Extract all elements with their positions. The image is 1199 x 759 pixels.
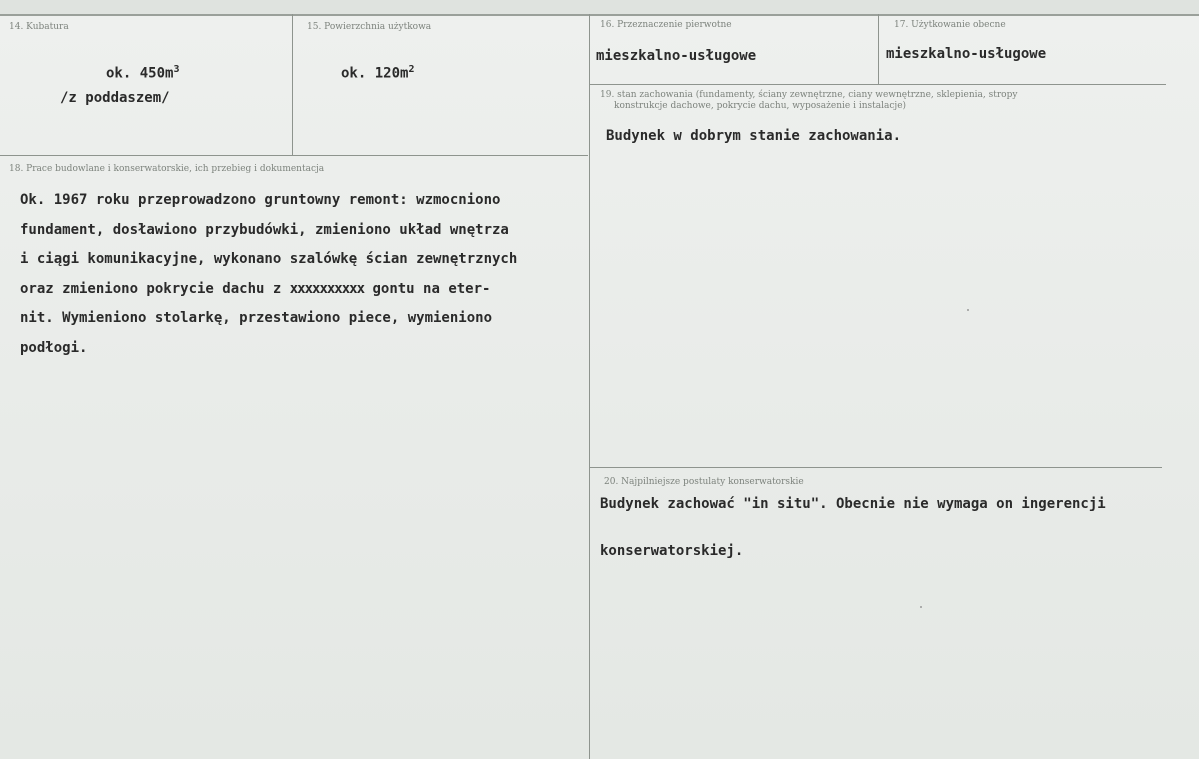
f18-line-3: i ciągi komunikacyjne, wykonano szalówkę ścian zewnętrznych	[20, 251, 518, 267]
col-divider-14-15	[292, 14, 293, 155]
f18-text	[20, 186, 517, 363]
col-divider-main	[589, 14, 590, 759]
f18-line-1: Ok. 1967 roku przeprowadzono gruntowny remont: wzmocniono	[20, 192, 501, 208]
f19-value: Budynek w dobrym stanie zachowania.	[606, 128, 902, 144]
f19-label-line1: 19. stan zachowania (fundamenty, ściany zewnętrzne, ciany wewnętrzne, sklepienia, stropy	[600, 90, 1018, 100]
paper-speck	[920, 606, 922, 608]
f18-line-4-start: oraz zmieniono pokrycie dachu z	[20, 280, 282, 297]
f15-area-value: ok. 120m	[341, 65, 409, 82]
f15-label: 15. Powierzchnia użytkowa	[307, 22, 432, 32]
f18-line-4	[20, 275, 517, 305]
row1-bottom-divider	[0, 155, 588, 156]
f15-area-unit-sup: 2	[408, 64, 415, 75]
f19-label-line2: konstrukcje dachowe, pokrycie dachu, wyposażenie i instalacje)	[614, 101, 907, 111]
f18-line-2: fundament, dosławiono przybudówki, zmieniono układ wnętrza	[20, 221, 509, 238]
f16-label: 16. Przeznaczenie pierwotne	[600, 20, 732, 30]
header-divider-right	[590, 84, 1166, 85]
f17-label: 17. Użytkowanie obecne	[894, 20, 1006, 30]
f18-label: 18. Prace budowlane i konserwatorskie, ich przebieg i dokumentacja	[9, 164, 325, 174]
f16-value: mieszkalno-usługowe	[596, 48, 757, 64]
f17-value: mieszkalno-usługowe	[886, 46, 1047, 62]
f14-volume-unit-sup: 3	[173, 64, 180, 75]
f20-line-2: konserwatorskiej.	[600, 543, 744, 559]
f20-line-1: Budynek zachować "in situ". Obecnie nie wymaga on ingerencji	[600, 496, 1106, 512]
f20-label: 20. Najpilniejsze postulaty konserwatorskie	[604, 477, 804, 487]
f18-line-4-end: gontu na eter-	[372, 280, 491, 297]
col-divider-16-17	[878, 14, 879, 84]
f14-label: 14. Kubatura	[9, 22, 69, 32]
f15-area	[341, 64, 414, 82]
f20-top-divider	[590, 467, 1162, 468]
paper-speck	[967, 309, 969, 311]
card-top-edge	[0, 0, 1199, 16]
f14-volume	[106, 64, 179, 82]
f14-volume-value: ok. 450m	[106, 65, 174, 82]
f18-line-5: nit. Wymieniono stolarkę, przestawiono piece, wymieniono	[20, 310, 493, 326]
f18-line-6: podłogi.	[20, 339, 88, 356]
f18-struck-word: xxxxxxxxxx	[289, 280, 365, 297]
f14-attic-note: /z poddaszem/	[60, 90, 170, 106]
